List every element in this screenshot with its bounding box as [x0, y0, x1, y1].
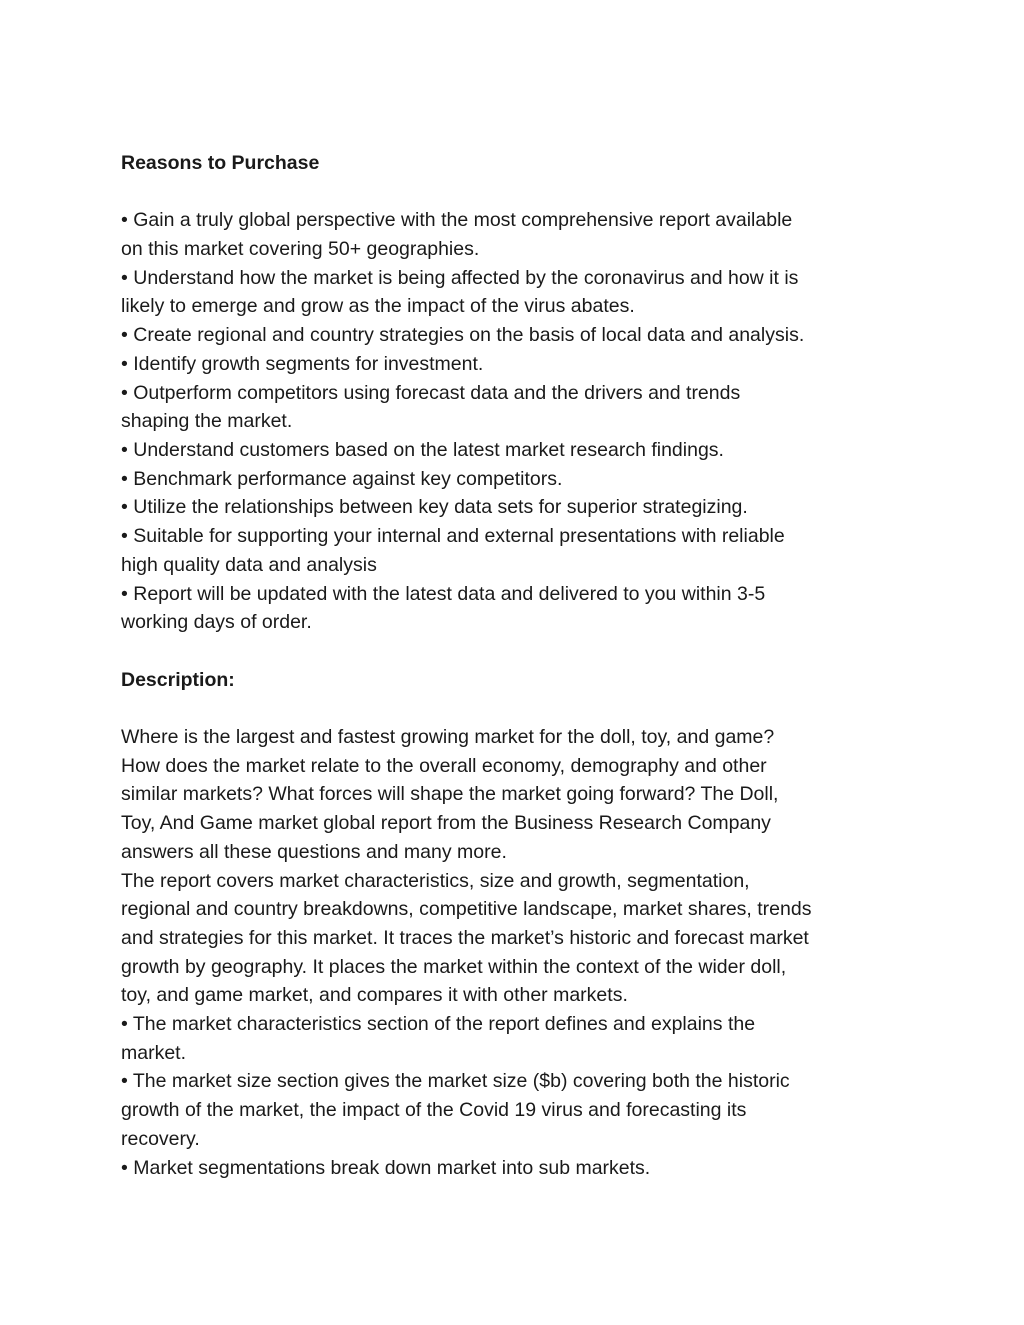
- reasons-line: • Suitable for supporting your internal and external presentations with reliable: [121, 525, 785, 548]
- reasons-line: • Utilize the relationships between key data sets for superior strategizing.: [121, 496, 748, 519]
- reasons-line: • Create regional and country strategies on the basis of local data and analysis.: [121, 324, 805, 347]
- reasons-line: on this market covering 50+ geographies.: [121, 238, 480, 261]
- reasons-heading: Reasons to Purchase: [121, 152, 320, 174]
- reasons-line: • Gain a truly global perspective with the most comprehensive report available: [121, 209, 793, 232]
- description-line: Toy, And Game market global report from the Business Research Company: [121, 812, 771, 835]
- reasons-line: shaping the market.: [121, 410, 293, 433]
- description-line: similar markets? What forces will shape the market going forward? The Doll,: [121, 783, 779, 806]
- reasons-line: • Understand how the market is being affected by the coronavirus and how it is: [121, 266, 799, 289]
- description-line: regional and country breakdowns, competitive landscape, market shares, trends: [121, 898, 812, 921]
- description-line: Where is the largest and fastest growing market for the doll, toy, and game?: [121, 725, 775, 748]
- reasons-line: • Outperform competitors using forecast data and the drivers and trends: [121, 381, 741, 404]
- description-line: • Market segmentations break down market into sub markets.: [121, 1156, 651, 1179]
- spacer: [121, 178, 911, 207]
- document-body: [121, 149, 911, 1182]
- reasons-line: high quality data and analysis: [121, 553, 377, 576]
- description-line: How does the market relate to the overall economy, demography and other: [121, 754, 767, 777]
- reasons-line: • Understand customers based on the latest market research findings.: [121, 439, 724, 461]
- reasons-line: • Identify growth segments for investment.: [121, 352, 484, 375]
- description-line: toy, and game market, and compares it with other markets.: [121, 984, 628, 1007]
- reasons-line: • Benchmark performance against key competitors.: [121, 467, 563, 490]
- reasons-line: • Report will be updated with the latest data and delivered to you within 3-5: [121, 582, 766, 605]
- description-line: market.: [121, 1041, 187, 1064]
- reasons-line: likely to emerge and grow as the impact of the virus abates.: [121, 295, 635, 318]
- description-line: and strategies for this market. It traces the market’s historic and forecast market: [121, 926, 809, 949]
- reasons-line: working days of order.: [121, 611, 312, 634]
- description-heading: Description:: [121, 668, 235, 691]
- spacer: [121, 694, 911, 723]
- description-line: • The market size section gives the market size ($b) covering both the historic: [121, 1070, 790, 1093]
- spacer: [121, 637, 911, 666]
- description-line: The report covers market characteristics, size and growth, segmentation,: [121, 869, 750, 892]
- description-line: recovery.: [121, 1127, 200, 1150]
- description-line: growth by geography. It places the market within the context of the wider doll,: [121, 955, 787, 978]
- description-line: answers all these questions and many more.: [121, 840, 507, 863]
- reasons-list: [121, 206, 911, 637]
- description-line: growth of the market, the impact of the Covid 19 virus and forecasting its: [121, 1099, 747, 1122]
- description-text: [121, 723, 911, 1182]
- description-line: • The market characteristics section of the report defines and explains the: [121, 1013, 756, 1036]
